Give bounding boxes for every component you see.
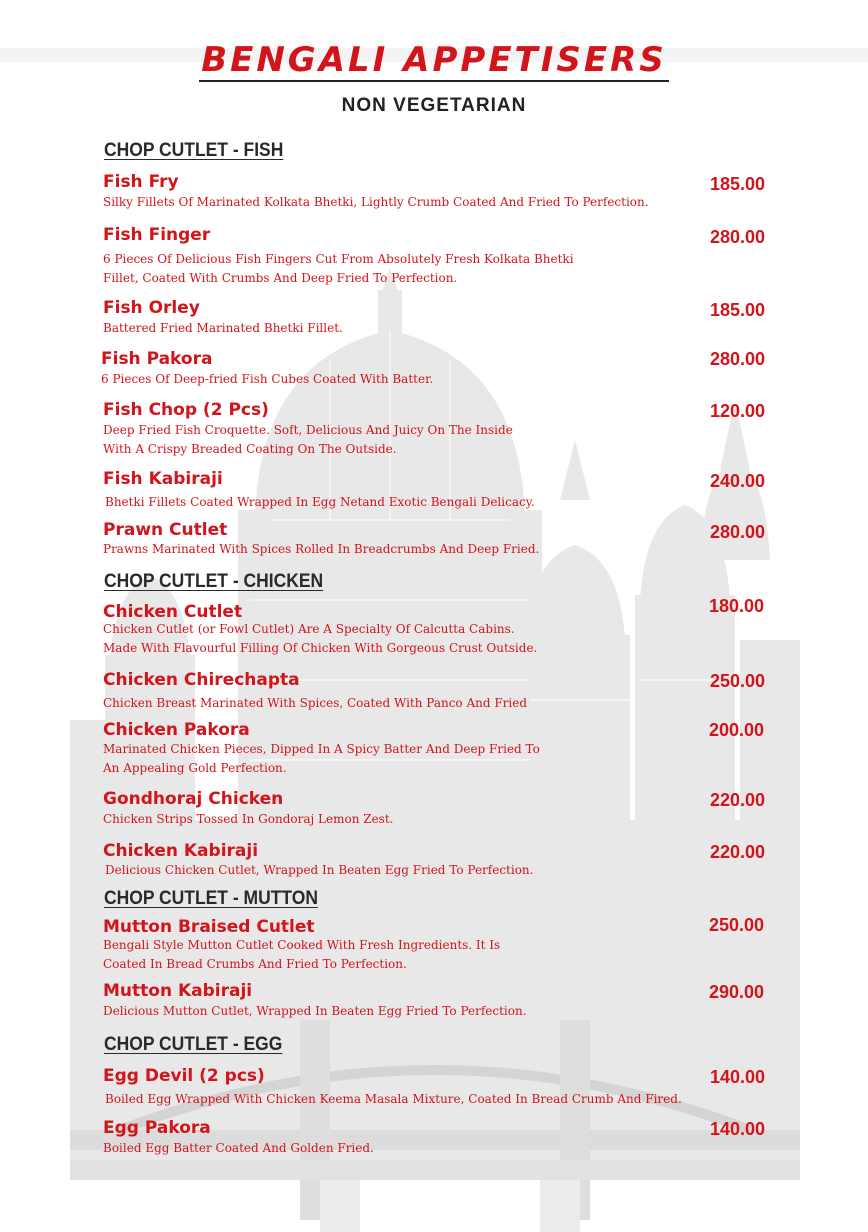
item-price: 200.00: [709, 720, 765, 740]
item-name: Mutton Braised Cutlet: [103, 917, 315, 937]
item-description: Bhetki Fillets Coated Wrapped In Egg Netand Exotic Bengali Delicacy.: [105, 495, 535, 509]
menu-item: [103, 225, 783, 288]
item-name: Prawn Cutlet: [103, 520, 228, 540]
item-description: Chicken Breast Marinated With Spices, Coated With Panco And Fried: [103, 696, 528, 710]
item-price: 140.00: [710, 1067, 766, 1087]
item-name: Mutton Kabiraji: [103, 981, 253, 1001]
item-price: 180.00: [709, 596, 765, 616]
item-description: Coated In Bread Crumbs And Fried To Perfection.: [103, 957, 407, 971]
item-price: 280.00: [710, 522, 766, 542]
menu-item: [103, 720, 783, 778]
item-name: Fish Kabiraji: [103, 469, 223, 489]
item-price: 250.00: [709, 915, 765, 935]
menu-item: [103, 400, 783, 459]
menu-item: [103, 172, 783, 212]
menu-item: [103, 789, 783, 829]
item-name: Fish Chop (2 Pcs): [103, 400, 269, 420]
item-description: Fillet, Coated With Crumbs And Deep Fried To Perfection.: [103, 271, 458, 285]
item-name: Fish Fry: [103, 172, 179, 192]
item-description: Battered Fried Marinated Bhetki Fillet.: [103, 321, 343, 335]
item-price: 185.00: [710, 300, 766, 320]
menu-item: [103, 1066, 783, 1109]
item-name: Chicken Kabiraji: [103, 841, 259, 861]
menu-item: [103, 981, 783, 1021]
item-description: Boiled Egg Batter Coated And Golden Fried.: [103, 1141, 374, 1155]
item-price: 290.00: [709, 982, 765, 1002]
item-name: Fish Finger: [103, 225, 211, 245]
item-name: Gondhoraj Chicken: [103, 789, 284, 809]
menu-item: [103, 670, 783, 713]
item-price: 185.00: [710, 174, 766, 194]
item-name: Fish Orley: [103, 298, 200, 318]
item-price: 120.00: [710, 401, 766, 421]
menu-item: [103, 469, 783, 512]
item-name: Fish Pakora: [101, 349, 213, 369]
item-description: Made With Flavourful Filling Of Chicken With Gorgeous Crust Outside.: [103, 641, 538, 655]
menu-item: [103, 917, 783, 974]
item-description: Deep Fried Fish Croquette. Soft, Delicious And Juicy On The Inside: [103, 423, 513, 437]
item-description: Silky Fillets Of Marinated Kolkata Bhetki, Lightly Crumb Coated And Fried To Perfection.: [103, 195, 649, 209]
section-title-egg: CHOP CUTLET - EGG: [104, 1034, 283, 1055]
item-name: Chicken Cutlet: [103, 602, 243, 622]
item-description: Prawns Marinated With Spices Rolled In Breadcrumbs And Deep Fried.: [103, 542, 540, 556]
menu-item: [103, 596, 783, 658]
item-price: 140.00: [710, 1119, 766, 1139]
menu-item: [103, 520, 783, 559]
item-description: Chicken Strips Tossed In Gondoraj Lemon Zest.: [103, 812, 394, 826]
item-price: 220.00: [710, 842, 766, 862]
menu-item: [101, 349, 781, 389]
item-name: Egg Devil (2 pcs): [103, 1066, 265, 1086]
item-price: 240.00: [710, 471, 766, 491]
item-description: With A Crispy Breaded Coating On The Outside.: [103, 442, 397, 456]
item-description: Marinated Chicken Pieces, Dipped In A Spicy Batter And Deep Fried To: [103, 742, 540, 756]
item-description: Chicken Cutlet (or Fowl Cutlet) Are A Specialty Of Calcutta Cabins.: [103, 622, 515, 636]
item-description: 6 Pieces Of Delicious Fish Fingers Cut From Absolutely Fresh Kolkata Bhetki: [103, 252, 574, 266]
item-description: Delicious Mutton Cutlet, Wrapped In Beaten Egg Fried To Perfection.: [103, 1004, 527, 1018]
item-price: 280.00: [710, 349, 766, 369]
item-description: An Appealing Gold Perfection.: [103, 761, 287, 775]
item-name: Egg Pakora: [103, 1118, 211, 1138]
menu-subtitle: NON VEGETARIAN: [341, 95, 527, 116]
menu-title: BENGALI APPETISERS: [201, 40, 667, 80]
item-price: 280.00: [710, 227, 766, 247]
item-description: Boiled Egg Wrapped With Chicken Keema Masala Mixture, Coated In Bread Crumb And Fired.: [105, 1092, 682, 1106]
item-description: Delicious Chicken Cutlet, Wrapped In Beaten Egg Fried To Perfection.: [105, 863, 534, 877]
item-description: Bengali Style Mutton Cutlet Cooked With Fresh Ingredients. It Is: [103, 938, 501, 952]
section-title-fish: CHOP CUTLET - FISH: [104, 140, 284, 161]
item-description: 6 Pieces Of Deep-fried Fish Cubes Coated With Batter.: [101, 372, 434, 386]
menu-item: [103, 1118, 783, 1158]
menu-item: [103, 298, 783, 338]
item-name: Chicken Chirechapta: [103, 670, 300, 690]
section-title-mutton: CHOP CUTLET - MUTTON: [104, 888, 318, 909]
item-name: Chicken Pakora: [103, 720, 250, 740]
menu-item: [103, 841, 783, 880]
section-title-chicken: CHOP CUTLET - CHICKEN: [104, 571, 324, 592]
item-price: 220.00: [710, 790, 766, 810]
item-price: 250.00: [710, 671, 766, 691]
